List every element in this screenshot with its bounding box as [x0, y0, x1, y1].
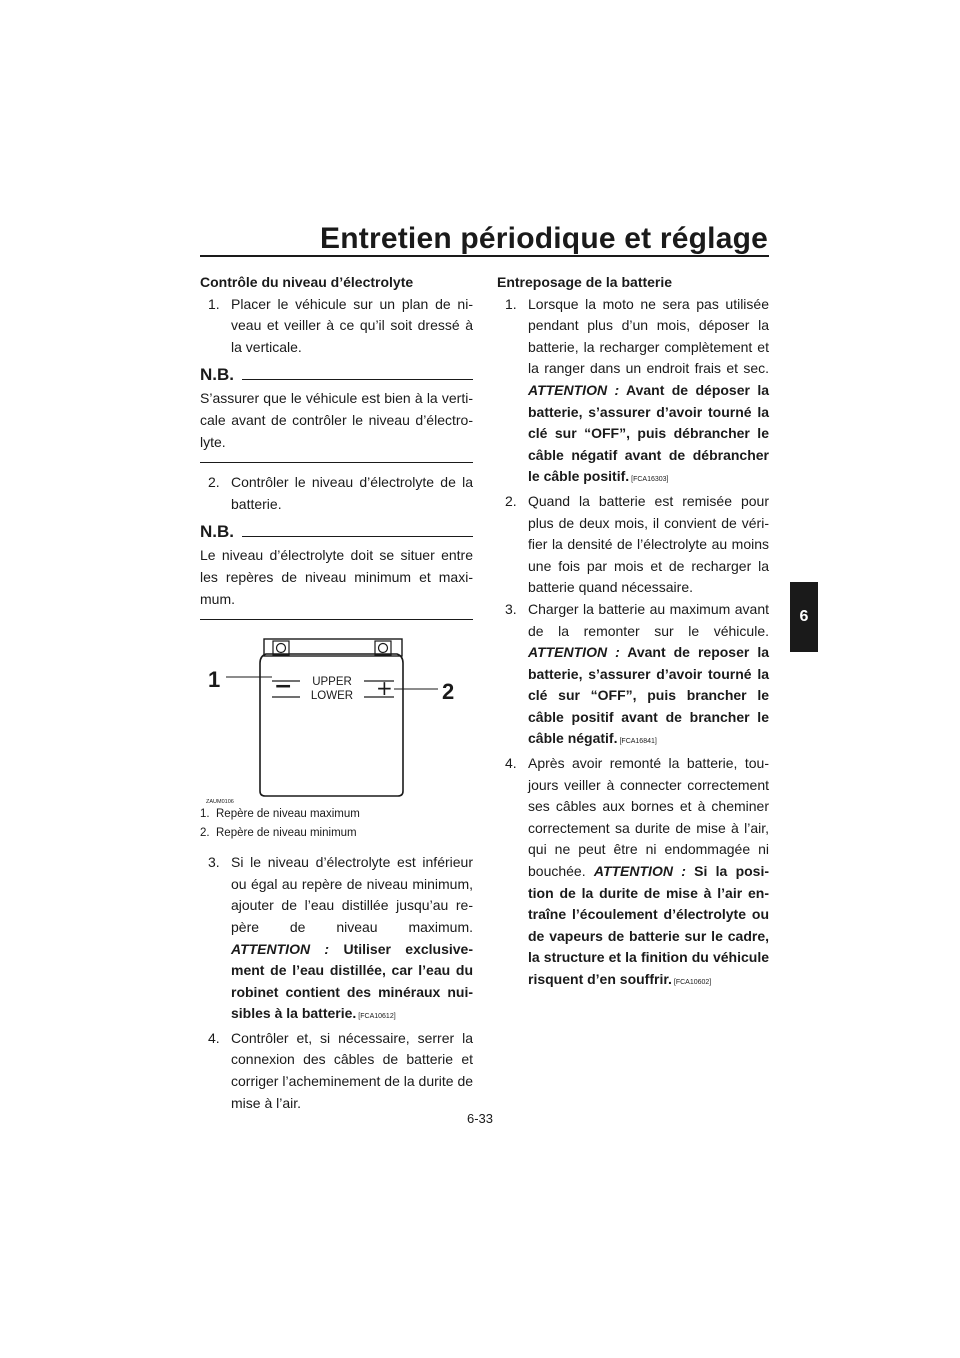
terminal-left-bolt: [277, 644, 286, 653]
step-number: 4.: [208, 1029, 220, 1046]
step-text: Quand la batterie est remisée pour plus de deux mois, il convient de véri- fier la densité de l’électrolyte au moins une fois par mois et de recharger la batterie quand nécessaire.: [528, 492, 769, 596]
step-number: 1.: [505, 295, 517, 312]
header-rule: [200, 255, 769, 257]
figure-code: ZAUM0106: [206, 799, 234, 806]
reference-code: [FCA10602]: [673, 979, 712, 986]
note-box-1: [200, 365, 473, 463]
lower-label: LOWER: [310, 690, 354, 703]
figure-captions: [200, 805, 473, 843]
section-heading-electrolyte: Contrôle du niveau d’électrolyte: [200, 274, 414, 290]
left-column: [200, 272, 473, 1114]
section-heading-storage: Entreposage de la batterie: [497, 274, 673, 290]
step-text: Après avoir remonté la batterie, tou- jours veiller à connecter correctement ses câbles aux bornes et à cheminer correctement sa durite de mise à l’air, qui ne peut être ni endommagée ni bouchée.: [528, 755, 769, 880]
page-number: 6-33: [466, 1111, 494, 1126]
attention-label: ATTENTION :: [528, 381, 620, 398]
step-text: Placer le véhicule sur un plan de ni- veau et veiller à ce qu’il soit dressé à la verticale.: [231, 295, 473, 355]
note-rule: [242, 536, 473, 537]
attention-label: ATTENTION :: [593, 863, 686, 880]
step-3: [497, 599, 769, 753]
step-text: Contrôler et, si nécessaire, serrer la connexion des câbles de batterie et corriger l’acheminement de la durite de mise à l’air.: [231, 1029, 474, 1111]
note-text: Le niveau d’électrolyte doit se situer entre les repères de niveau minimum et maxi- mum.: [200, 547, 473, 607]
battery-figure: [200, 629, 473, 805]
terminal-right-bolt: [379, 644, 388, 653]
chapter-tab: 6: [790, 582, 818, 652]
attention-text: Avant de déposer la batterie, s’assurer d’avoir tourné la clé sur “OFF”, puis débrancher le câble négatif avant de débrancher le câble positif.: [528, 381, 770, 485]
step-text: Si le niveau d’électrolyte est inférieur ou égal au repère de niveau minimum, ajouter de l’eau distillée jusqu’au re- père de niveau maximum.: [231, 854, 473, 935]
plus-symbol: +: [376, 676, 393, 701]
note-box-2: [200, 522, 473, 620]
attention-text: Avant de reposer la batterie, s’assurer d’avoir tourné la clé sur “OFF”, puis brancher le câble positif avant de brancher le câble négatif.: [528, 644, 769, 747]
upper-label: UPPER: [312, 676, 352, 689]
caption-number: 2.: [200, 827, 210, 840]
note-rule: [242, 379, 473, 380]
step-text: Charger la batterie au maximum avant de la remonter sur le véhicule.: [528, 600, 769, 639]
page-title: Entretien périodique et réglage: [320, 222, 768, 255]
step-number: 2.: [208, 474, 220, 491]
step-4: [497, 753, 769, 994]
reference-code: [FCA10612]: [358, 1013, 396, 1021]
step-1: [497, 294, 769, 491]
attention-block: [528, 382, 769, 484]
attention-label: ATTENTION :: [231, 940, 330, 957]
step-4: [200, 1028, 473, 1114]
reference-code: [FCA16303]: [631, 476, 669, 484]
step-number: 4.: [505, 755, 517, 772]
attention-block: [528, 644, 769, 746]
step-2: [200, 472, 473, 515]
note-text: S’assurer que le véhicule est bien à la verti- cale avant de contrôler le niveau d’électro- lyte.: [200, 390, 473, 450]
reference-code: [FCA16841]: [619, 738, 657, 746]
note-end-rule: [200, 462, 473, 463]
note-end-rule: [200, 619, 473, 620]
step-3: [200, 852, 473, 1028]
callout-1: 1: [208, 667, 221, 693]
note-header: [200, 365, 473, 385]
step-number: 2.: [505, 492, 517, 509]
step-number: 3.: [505, 600, 517, 617]
right-column: [497, 272, 769, 994]
caption-item: [200, 824, 473, 843]
attention-block: [528, 863, 769, 987]
note-label: N.B.: [200, 522, 234, 542]
note-header: [200, 522, 473, 542]
attention-block: [231, 941, 473, 1022]
attention-text: Utiliser exclusive- ment de l’eau distillée, car l’eau du robinet contient des minéraux nui- sibles à la batterie.: [231, 940, 474, 1022]
step-2: [497, 491, 769, 599]
step-number: 3.: [208, 854, 220, 871]
step-1: [200, 294, 473, 359]
minus-symbol: −: [274, 674, 293, 700]
caption-text: Repère de niveau minimum: [216, 827, 357, 840]
caption-text: Repère de niveau maximum: [216, 808, 360, 821]
attention-label: ATTENTION :: [528, 644, 620, 661]
caption-item: [200, 805, 473, 824]
attention-text: Si la posi- tion de la durite de mise à l’air en- traîne l’écoulement d’électrolyte ou de vapeurs de batterie sur le cadre, la structure et la finition du véhicule risquent d’en souffrir.: [528, 863, 770, 987]
note-label: N.B.: [200, 365, 234, 385]
callout-2: 2: [442, 679, 455, 705]
step-text: Contrôler le niveau d’électrolyte de la batterie.: [231, 474, 473, 512]
caption-number: 1.: [200, 808, 210, 821]
battery-diagram: [200, 629, 473, 805]
step-number: 1.: [208, 295, 220, 312]
step-text: Lorsque la moto ne sera pas utilisée pendant plus d’un mois, déposer la batterie, la recharger complètement et la ranger dans un endroit frais et sec.: [528, 295, 769, 377]
